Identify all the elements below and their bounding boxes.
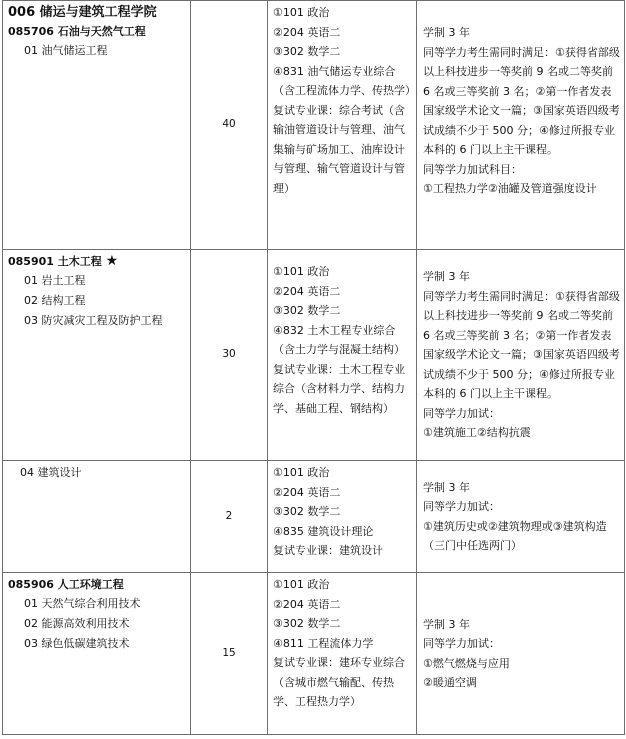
program-cell (3, 461, 191, 573)
notes-cell (417, 1, 625, 250)
exam-item: ①101 政治 (273, 578, 330, 591)
exam-item: ①101 政治 (273, 265, 330, 278)
program-cell (3, 1, 191, 250)
note-item: 学制 3 年 (423, 26, 470, 39)
note-item: ①建筑历史或②建筑物理或③建筑构造（三门中任选两门） (423, 519, 607, 552)
program-cell (3, 573, 191, 735)
exam-item: ③302 数学二 (273, 617, 341, 630)
exam-item: ④835 建筑设计理论 (273, 524, 374, 538)
note-item: 同等学力考生需同时满足：①获得省部级以上科技进步一等奖前 9 名或二等奖前 6 名或三等奖前 3 名；②第一作者发表国家级学术论文一篇；③国家英语四级考试成绩不少于 500 分；④修过所报专业本科的 6 门以上主干课程。 (423, 45, 620, 156)
enrollment-count: 2 (191, 461, 268, 573)
star-icon: ★ (105, 253, 119, 269)
exam-subjects (268, 250, 417, 461)
table-row (3, 1, 625, 250)
exam-item: ④832 土木工程专业综合（含土力学与混凝土结构） (273, 323, 405, 356)
table-row (3, 573, 625, 735)
note-item: ①工程热力学②油罐及管道强度设计 (423, 182, 597, 195)
exam-item: ②204 英语二 (273, 485, 341, 499)
major-name: 085706 石油与天然气工程 (8, 25, 146, 38)
exam-item: ④831 油气储运专业综合（含工程流体力学、传热学） (273, 64, 416, 97)
exam-item: ③302 数学二 (273, 304, 341, 317)
program-table (2, 0, 625, 735)
retest-subject: 复试专业课：建环专业综合（含城市燃气输配、传热学、工程热力学） (273, 656, 405, 708)
notes-cell (417, 573, 625, 735)
note-item: 同等学力加试： (423, 637, 500, 650)
exam-subjects (268, 461, 417, 573)
major-name: 085901 土木工程 (8, 255, 102, 268)
enrollment-count: 15 (191, 573, 268, 735)
exam-item: ②204 英语二 (273, 597, 341, 611)
exam-item: ①101 政治 (273, 6, 330, 19)
notes-cell (417, 461, 625, 573)
enrollment-count: 40 (191, 1, 268, 250)
retest-subject: 复试专业课：土木工程专业综合（含材料力学、结构力学、基础工程、钢结构） (273, 362, 405, 415)
direction-item: 03 绿色低碳建筑技术 (24, 637, 130, 650)
table-row (3, 250, 625, 461)
exam-subjects (268, 1, 417, 250)
table-row (3, 461, 625, 573)
exam-item: ③302 数学二 (273, 45, 341, 58)
direction-item: 02 结构工程 (24, 294, 86, 307)
note-item: ①燃气燃烧与应用 (423, 656, 510, 670)
note-item: ①建筑施工②结构抗震 (423, 426, 531, 440)
major-title-line (8, 252, 186, 271)
notes-cell (417, 250, 625, 461)
enrollment-count: 30 (191, 250, 268, 461)
direction-item: 04 建筑设计 (20, 466, 82, 479)
note-item: 学制 3 年 (423, 480, 470, 494)
direction-item: 03 防灾减灾工程及防护工程 (24, 314, 163, 327)
note-item: 同等学力加试： (423, 500, 500, 513)
exam-item: ④811 工程流体力学 (273, 636, 374, 650)
retest-subject: 复试专业课：综合考试（含输油管道设计与管理、油气集输与矿场加工、油库设计与管理、输气管道设计与管理） (273, 103, 405, 195)
school-title: 006 储运与建筑工程学院 (8, 5, 157, 20)
direction-item: 01 天然气综合利用技术 (24, 597, 141, 610)
major-name: 085906 人工环境工程 (8, 578, 124, 591)
direction-item: 01 油气储运工程 (24, 44, 108, 57)
note-item: 学制 3 年 (423, 270, 470, 284)
note-item: 学制 3 年 (423, 617, 470, 631)
note-item: 同等学力加试： (423, 406, 500, 420)
exam-item: ③302 数学二 (273, 505, 341, 518)
note-item: ②暖通空调 (423, 676, 477, 689)
direction-item: 01 岩土工程 (24, 274, 86, 287)
note-item: 同等学力加试科目： (423, 162, 522, 176)
program-cell (3, 250, 191, 461)
direction-item: 02 能源高效利用技术 (24, 617, 130, 630)
exam-item: ②204 英语二 (273, 25, 341, 39)
exam-item: ②204 英语二 (273, 284, 341, 298)
note-item: 同等学力考生需同时满足：①获得省部级以上科技进步一等奖前 9 名或二等奖前 6 名或三等奖前 3 名；②第一作者发表国家级学术论文一篇；③国家英语四级考试成绩不少于 500 分；④修过所报专业本科的 6 门以上主干课程。 (423, 289, 620, 401)
exam-item: ①101 政治 (273, 466, 330, 479)
retest-subject: 复试专业课：建筑设计 (273, 544, 383, 557)
exam-subjects (268, 573, 417, 735)
